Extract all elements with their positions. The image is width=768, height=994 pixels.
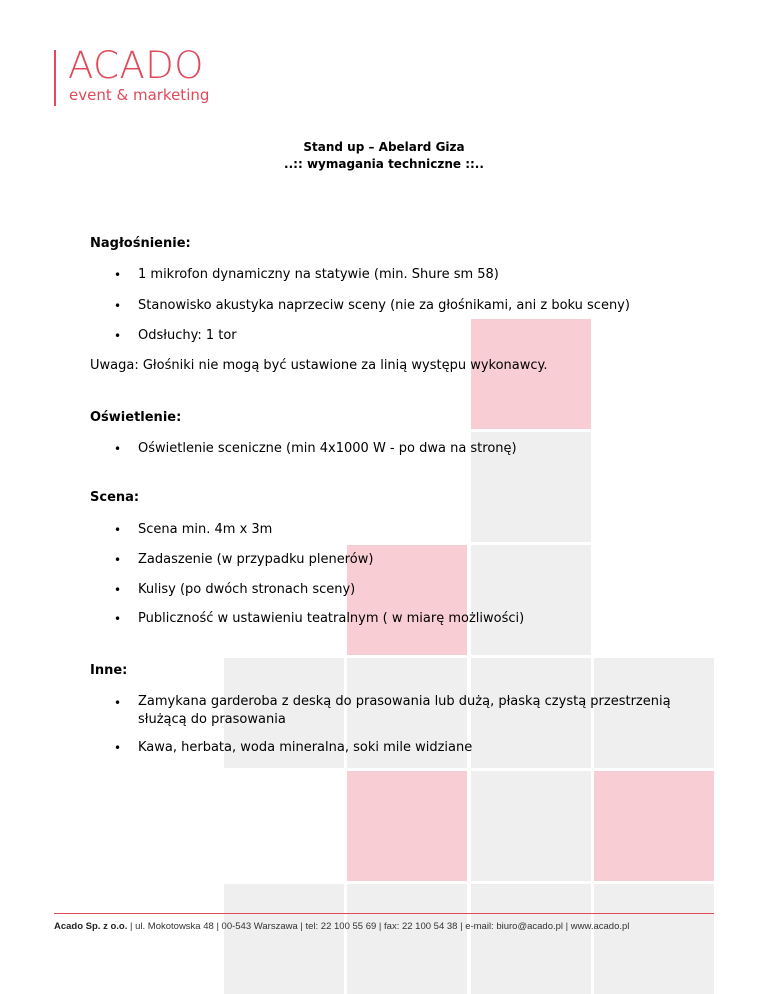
footer-divider	[54, 913, 714, 914]
document-title: Stand up – Abelard Giza	[303, 140, 465, 154]
decor-square	[347, 771, 467, 881]
decor-square	[471, 884, 591, 994]
bullet-icon: •	[114, 268, 122, 282]
bullet-icon: •	[114, 612, 122, 626]
footer-contact	[54, 921, 629, 932]
footer-details: | ul. Mokotowska 48 | 00-543 Warszawa | tel: 22 100 55 69 | fax: 22 100 54 38 | e-mail: biuro@acado.pl | www.acado.pl	[127, 921, 630, 932]
list-item: Publiczność w ustawieniu teatralnym ( w miarę możliwości)	[138, 611, 525, 626]
list-item: Oświetlenie sceniczne (min 4x1000 W - po dwa na stronę)	[138, 441, 517, 456]
list-item: Kulisy (po dwóch stronach sceny)	[138, 582, 356, 597]
section-title-scena: Scena:	[90, 490, 140, 505]
section-title-naglosnienie: Nagłośnienie:	[90, 236, 191, 251]
section-title-inne: Inne:	[90, 663, 128, 678]
logo-bar	[54, 50, 56, 106]
logo-sub-text: event & marketing	[69, 86, 210, 104]
bullet-icon: •	[114, 329, 122, 343]
list-item: Zadaszenie (w przypadku plenerów)	[138, 552, 374, 567]
footer-company: Acado Sp. z o.o.	[54, 921, 128, 932]
list-item: Scena min. 4m x 3m	[138, 522, 273, 537]
decor-square	[594, 771, 714, 881]
bullet-icon: •	[114, 442, 122, 456]
document-subtitle: ..:: wymagania techniczne ::..	[284, 157, 484, 171]
section-title-oswietlenie: Oświetlenie:	[90, 410, 182, 425]
decor-square	[594, 884, 714, 994]
list-item: Odsłuchy: 1 tor	[138, 328, 237, 343]
logo-main-text: ACADO	[68, 44, 204, 87]
bullet-icon: •	[114, 299, 122, 313]
list-item: Stanowisko akustyka naprzeciw sceny (nie za głośnikami, ani z boku sceny)	[138, 298, 630, 313]
bullet-icon: •	[114, 696, 122, 710]
bullet-icon: •	[114, 583, 122, 597]
bullet-icon: •	[114, 523, 122, 537]
list-item: 1 mikrofon dynamiczny na statywie (min. Shure sm 58)	[138, 267, 499, 282]
note-text: Uwaga: Głośniki nie mogą być ustawione za linią występu wykonawcy.	[90, 358, 548, 373]
list-item: Kawa, herbata, woda mineralna, soki mile widziane	[138, 740, 473, 755]
list-item: Zamykana garderoba z deską do prasowania lub dużą, płaską czystą przestrzenią służącą do prasowania	[138, 694, 671, 727]
decor-square	[224, 884, 344, 994]
bullet-icon: •	[114, 553, 122, 567]
decor-square	[347, 884, 467, 994]
bullet-icon: •	[114, 741, 122, 755]
decor-square	[471, 771, 591, 881]
